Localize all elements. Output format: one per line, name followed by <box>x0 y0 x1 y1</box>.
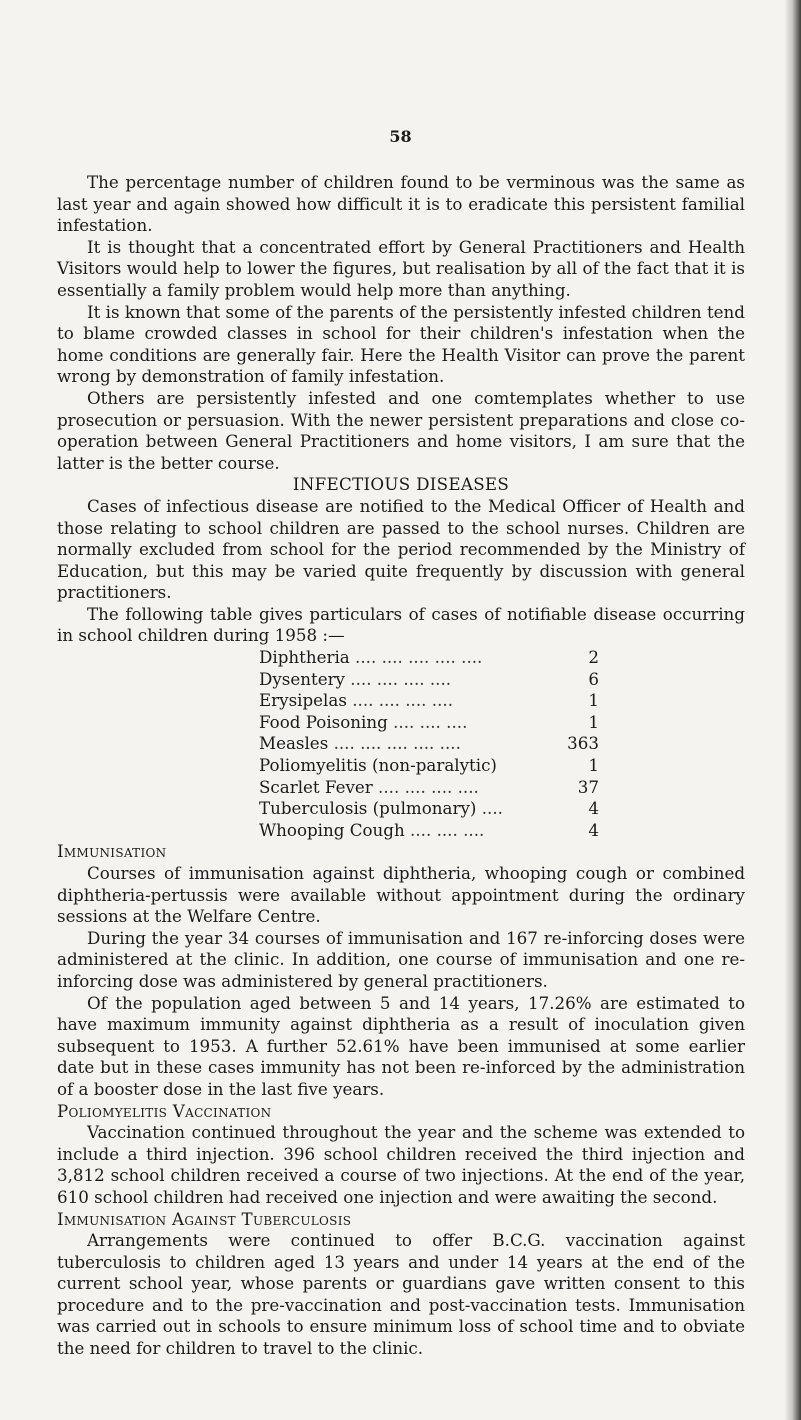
disease-count: 37 <box>577 776 599 797</box>
table-row <box>259 712 599 734</box>
disease-name: Poliomyelitis (non-paralytic) <box>259 755 497 776</box>
dot-leader: .... .... .... .... <box>372 776 479 797</box>
paragraph-intro-3: It is known that some of the parents of the persistently infested children tend to blame crowded classes in school for their children's infestation when the home conditions are generally fair. Here the Health Visitor can prove the parent wrong by demonstration of family infestation. <box>57 301 745 387</box>
heading-poliomyelitis-vaccination: Poliomyelitis Vaccination <box>57 1100 272 1121</box>
page-number: 58 <box>389 127 412 146</box>
dot-leader: .... .... .... .... <box>346 690 453 711</box>
paragraph-immunisation-3: Of the population aged between 5 and 14 years, 17.26% are estimated to have maximum immunity against diphtheria as a result of inoculation given subsequent to 1953. A further 52.61% have been immunised at some earlier date but in these cases immunity has not been re-inforced by the administration of a booster dose in the last five years. <box>57 992 745 1099</box>
disease-name: Measles <box>259 733 329 754</box>
paragraph-polio-1: Vaccination continued throughout the year and the scheme was extended to include a third injection. 396 school children received the third injection and 3,812 school children received a course of two injections. At the end of the year, 610 school children had received one injection and were awaiting the second. <box>57 1122 745 1207</box>
dot-leader: .... .... .... <box>387 711 468 732</box>
disease-name: Diphtheria <box>259 647 350 668</box>
disease-name: Tuberculosis (pulmonary) <box>259 798 477 819</box>
dot-leader: .... .... .... .... .... <box>349 647 483 668</box>
table-row <box>259 755 599 777</box>
disease-table <box>259 647 599 841</box>
disease-name: Whooping Cough <box>259 819 405 840</box>
disease-count: 6 <box>588 668 599 689</box>
disease-name: Erysipelas <box>259 690 347 711</box>
heading-infectious-diseases: INFECTIOUS DISEASES <box>292 474 510 495</box>
table-row <box>259 798 599 820</box>
table-row <box>259 733 599 755</box>
disease-count: 1 <box>588 755 599 776</box>
page-edge-shadow <box>785 0 801 1420</box>
disease-name: Scarlet Fever <box>259 776 373 797</box>
dot-leader: .... .... .... <box>404 819 485 840</box>
heading-immunisation: Immunisation <box>57 841 167 862</box>
disease-count: 1 <box>588 690 599 711</box>
table-row <box>259 647 599 669</box>
paragraph-intro-4: Others are persistently infested and one comtemplates whether to use prosecution or persuasion. With the newer persistent preparations and close co-operation between General Practitioners and home visitors, I am sure that the latter is the better course. <box>57 387 745 473</box>
table-row <box>259 777 599 799</box>
paragraph-intro-1: The percentage number of children found to be verminous was the same as last year and again showed how difficult it is to eradicate this persistent familial infestation. <box>57 172 745 236</box>
disease-count: 1 <box>588 711 599 732</box>
paragraph-intro-2: It is thought that a concentrated effort by General Practitioners and Health Visitors would help to lower the figures, but realisation by all of the fact that it is essentially a family problem would help more than anything. <box>57 236 745 300</box>
dot-leader: .... .... .... .... <box>344 668 452 689</box>
document-body <box>57 172 745 1360</box>
paragraph-infectious-1: Cases of infectious disease are notified to the Medical Officer of Health and those relating to school children are passed to the school nurses. Children are normally excluded from school for the period recommended by the Ministry of Education, but this may be varied quite frequently by discussion with general practitioners. <box>57 495 745 603</box>
heading-immunisation-tuberculosis: Immunisation Against Tuberculosis <box>57 1208 352 1229</box>
disease-count: 363 <box>567 733 599 754</box>
disease-count: 2 <box>588 647 599 668</box>
disease-count: 4 <box>588 798 599 819</box>
dot-leader: .... .... .... .... .... <box>328 733 461 754</box>
table-row <box>259 690 599 712</box>
dot-leader: .... <box>476 798 503 819</box>
paragraph-infectious-2: The following table gives particulars of cases of notifiable disease occurring in school children during 1958 :— <box>57 603 745 646</box>
table-row <box>259 669 599 691</box>
disease-name: Food Poisoning <box>259 711 388 732</box>
disease-name: Dysentery <box>259 668 345 689</box>
table-row <box>259 820 599 842</box>
disease-count: 4 <box>588 819 599 840</box>
paragraph-immunisation-1: Courses of immunisation against diphtheria, whooping cough or combined diphtheria-pertussis were available without appointment during the ordinary sessions at the Welfare Centre. <box>57 863 745 927</box>
paragraph-immunisation-2: During the year 34 courses of immunisation and 167 re-inforcing doses were administered at the clinic. In addition, one course of immunisation and one re-inforcing dose was administered by general practitioners. <box>57 927 745 991</box>
paragraph-tuberculosis-1: Arrangements were continued to offer B.C.G. vaccination against tuberculosis to children aged 13 years and under 14 years at the end of the current school year, whose parents or guardians gave written consent to this procedure and to the pre-vaccination and post-vaccination tests. Immunisation was carried out in schools to ensure minimum loss of school time and to obviate the need for children to travel to the clinic. <box>57 1230 745 1359</box>
